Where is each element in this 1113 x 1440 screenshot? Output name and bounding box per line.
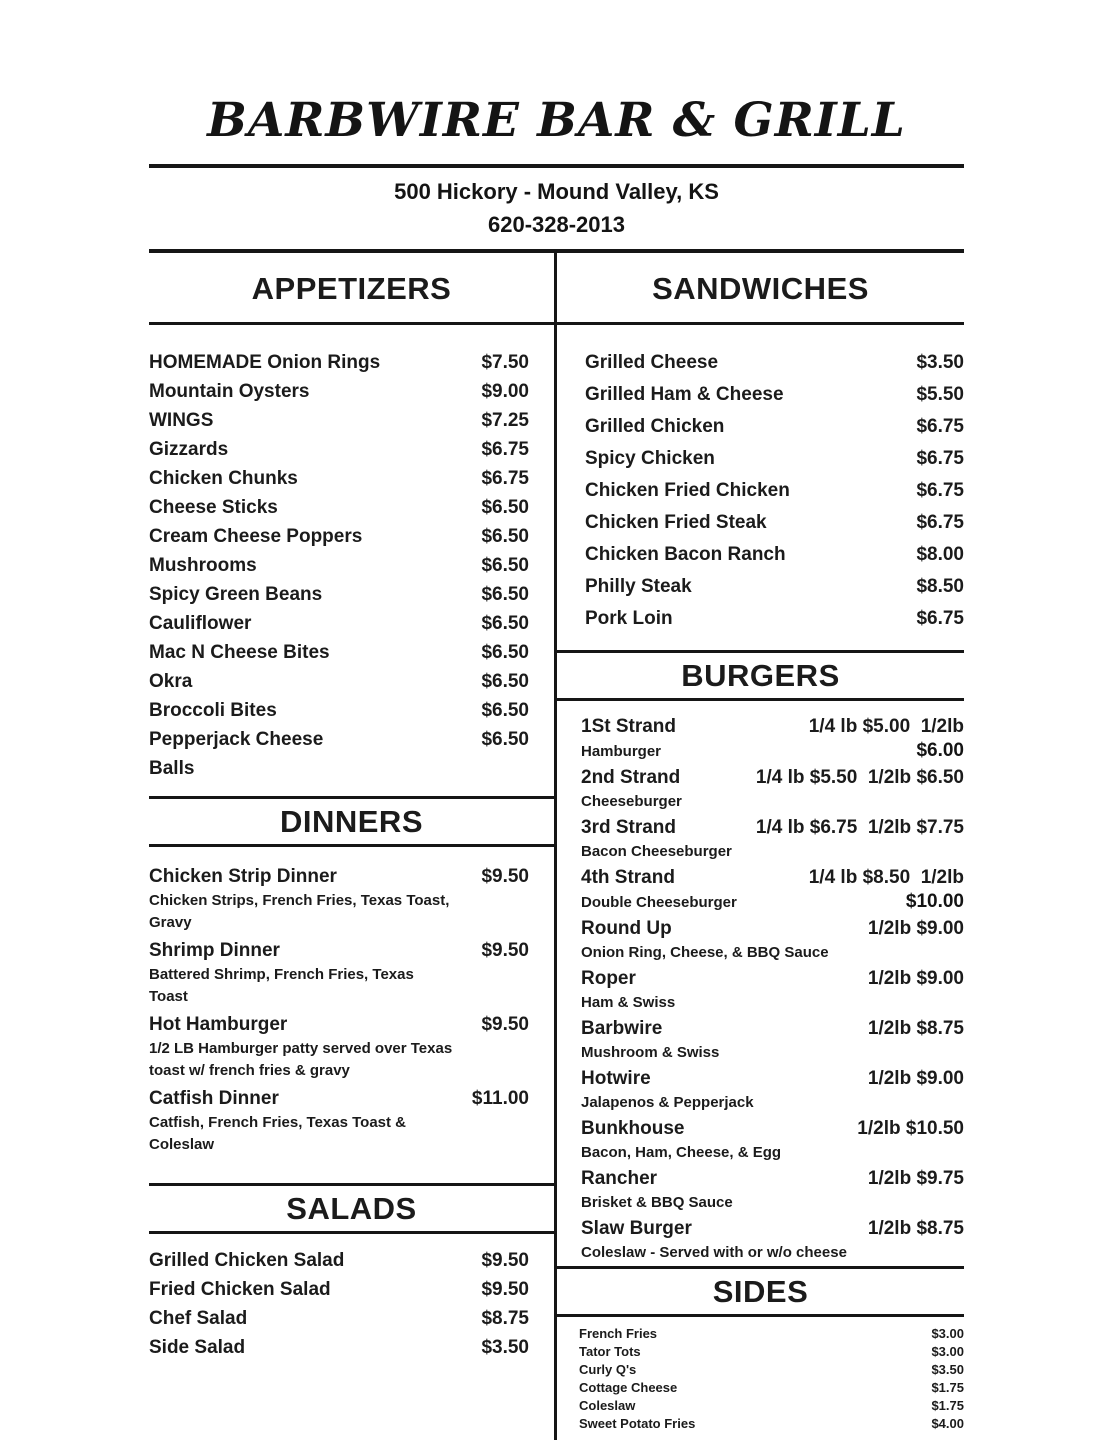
section-divider [149, 1231, 554, 1234]
section-divider [149, 1183, 554, 1186]
item-price: $6.50 [481, 642, 529, 664]
item-description: 1/2 LB Hamburger patty served over Texas toast w/ french fries & gravy [149, 1040, 453, 1080]
section-salads [149, 1183, 554, 1362]
section-divider [149, 844, 554, 847]
item-description: Jalapenos & Pepperjack [581, 1094, 754, 1112]
section-divider [557, 1266, 964, 1269]
restaurant-name: BARBWIRE BAR & GRILL [207, 93, 906, 148]
item-description: Battered Shrimp, French Fries, Texas Toast [149, 966, 414, 1006]
menu-item [557, 604, 964, 633]
menu-item [149, 1246, 554, 1275]
menu-item [149, 696, 554, 725]
item-price: $3.00 [931, 1344, 964, 1360]
menu-item [149, 638, 554, 667]
item-price: 1/2lb $8.75 [867, 1218, 964, 1240]
menu-item [557, 1343, 964, 1361]
item-name: Grilled Chicken [585, 416, 725, 438]
item-price: $3.50 [481, 1337, 529, 1359]
left-column [149, 253, 557, 1440]
item-price: 1/2lb $9.00 [867, 918, 964, 940]
item-description: Cheeseburger [581, 793, 682, 811]
menu-item [557, 966, 964, 1014]
menu-item [557, 916, 964, 964]
item-name: Chicken Strip Dinner [149, 866, 337, 888]
menu-item [557, 1325, 964, 1343]
section-title: APPETIZERS [251, 271, 452, 307]
menu-item [149, 937, 554, 1008]
menu-header [149, 0, 964, 253]
item-price: $6.50 [481, 497, 529, 519]
item-price: $6.50 [481, 555, 529, 577]
item-name: Bunkhouse [581, 1118, 685, 1140]
menu-item [149, 863, 554, 934]
restaurant-address: 500 Hickory - Mound Valley, KS [394, 179, 719, 205]
item-name: Tator Tots [579, 1344, 641, 1360]
item-price: 1/2lb $9.75 [867, 1168, 964, 1190]
item-name: Round Up [581, 918, 672, 940]
item-price: $9.50 [481, 866, 529, 888]
item-name: Gizzards [149, 439, 229, 461]
item-name: Chef Salad [149, 1308, 248, 1330]
item-price: 1/4 lb $8.50 1/2lb [808, 867, 964, 889]
item-price: $6.50 [481, 526, 529, 548]
item-price: 1/2lb $9.00 [867, 1068, 964, 1090]
item-name: Hotwire [581, 1068, 651, 1090]
section-title: BURGERS [681, 658, 840, 694]
menu-item [149, 493, 554, 522]
menu-item [557, 380, 964, 409]
item-price: $1.75 [931, 1398, 964, 1414]
menu-item [557, 1166, 964, 1214]
item-price: $9.50 [481, 1014, 529, 1036]
item-name: Curly Q's [579, 1362, 637, 1378]
item-description: Brisket & BBQ Sauce [581, 1194, 733, 1212]
item-description: Mushroom & Swiss [581, 1044, 720, 1062]
item-description: Bacon, Ham, Cheese, & Egg [581, 1144, 782, 1162]
item-name: Spicy Chicken [585, 448, 715, 470]
item-price: $6.50 [481, 613, 529, 635]
menu-item [557, 508, 964, 537]
section-appetizers [149, 270, 554, 783]
item-name: Grilled Cheese [585, 352, 719, 374]
menu-item [149, 1275, 554, 1304]
section-title: SIDES [712, 1274, 809, 1310]
item-description: Onion Ring, Cheese, & BBQ Sauce [581, 944, 829, 962]
item-name: Grilled Ham & Cheese [585, 384, 784, 406]
section-dinners [149, 796, 554, 1156]
menu-item [557, 1216, 964, 1264]
menu-item [557, 1415, 964, 1433]
menu-item [149, 551, 554, 580]
menu-columns [149, 253, 964, 1440]
item-price: 1/2lb $8.75 [867, 1018, 964, 1040]
menu-item [149, 435, 554, 464]
menu-item [557, 1397, 964, 1415]
section-divider [149, 796, 554, 799]
item-name: Cottage Cheese [579, 1380, 678, 1396]
item-price: $6.75 [916, 448, 964, 470]
item-name: Mountain Oysters [149, 381, 310, 403]
menu-item [557, 348, 964, 377]
item-name: HOMEMADE Onion Rings [149, 352, 381, 374]
item-price: $8.75 [481, 1308, 529, 1330]
item-name: Shrimp Dinner [149, 940, 280, 962]
section-burgers [557, 650, 964, 1264]
salads-list [149, 1246, 554, 1362]
menu-item [557, 1066, 964, 1114]
item-price: $6.50 [481, 700, 529, 722]
item-price: 1/4 lb $5.50 1/2lb $6.50 [755, 767, 964, 789]
item-name: Chicken Chunks [149, 468, 298, 490]
section-title: SANDWICHES [652, 271, 869, 307]
item-price: $8.50 [916, 576, 964, 598]
item-name: Barbwire [581, 1018, 663, 1040]
item-name: Hot Hamburger [149, 1014, 288, 1036]
appetizers-list [149, 348, 554, 783]
item-name: Grilled Chicken Salad [149, 1250, 345, 1272]
item-price: $4.00 [931, 1416, 964, 1432]
section-divider [557, 1314, 964, 1317]
item-name: 4th Strand [581, 867, 675, 889]
section-divider [557, 698, 964, 701]
item-name: Broccoli Bites [149, 700, 277, 722]
menu-item [149, 1011, 554, 1082]
section-sandwiches [557, 270, 964, 633]
item-description: Chicken Strips, French Fries, Texas Toast, Gravy [149, 892, 450, 932]
sandwiches-list [557, 348, 964, 633]
menu-item [557, 815, 964, 863]
item-name: Mac N Cheese Bites [149, 642, 330, 664]
menu-item [557, 1361, 964, 1379]
menu-item [149, 609, 554, 638]
item-name: Catfish Dinner [149, 1088, 279, 1110]
item-description: Ham & Swiss [581, 994, 676, 1012]
item-name: Fried Chicken Salad [149, 1279, 331, 1301]
menu-item [557, 1116, 964, 1164]
item-name: Coleslaw [579, 1398, 636, 1414]
item-name: Chicken Fried Steak [585, 512, 767, 534]
section-title: DINNERS [279, 804, 423, 840]
item-price: $6.50 [481, 729, 529, 751]
item-price-2: $10.00 [905, 891, 964, 913]
section-divider [149, 322, 554, 325]
menu-item [557, 540, 964, 569]
item-description: Bacon Cheeseburger [581, 843, 732, 861]
item-description: Double Cheeseburger [581, 894, 737, 912]
menu-item [149, 725, 554, 783]
header-divider-top [149, 164, 964, 168]
item-price: $6.75 [916, 480, 964, 502]
menu-item [557, 572, 964, 601]
burgers-list [557, 714, 964, 1264]
item-price-2: $6.00 [916, 740, 964, 762]
section-sides [557, 1266, 964, 1433]
item-price: $9.50 [481, 1250, 529, 1272]
item-name: Rancher [581, 1168, 658, 1190]
item-price: $7.50 [481, 352, 529, 374]
item-name: Chicken Fried Chicken [585, 480, 790, 502]
menu-item [149, 522, 554, 551]
sides-list [557, 1325, 964, 1433]
item-price: 1/4 lb $6.75 1/2lb $7.75 [755, 817, 964, 839]
menu-item [149, 348, 554, 377]
menu-item [149, 1085, 554, 1156]
item-name: Spicy Green Beans [149, 584, 323, 606]
menu-item [557, 412, 964, 441]
item-name: Philly Steak [585, 576, 692, 598]
item-price: $7.25 [481, 410, 529, 432]
menu-item [557, 1016, 964, 1064]
item-name: Pepperjack Cheese Balls [149, 729, 324, 780]
menu-item [149, 406, 554, 435]
right-column [557, 253, 964, 1440]
item-price: $6.75 [481, 439, 529, 461]
restaurant-phone: 620-328-2013 [487, 212, 625, 238]
menu-item [557, 865, 964, 914]
item-name: Mushrooms [149, 555, 257, 577]
item-price: $11.00 [471, 1088, 529, 1110]
item-name: French Fries [579, 1326, 658, 1342]
item-price: $9.00 [481, 381, 529, 403]
item-price: $6.75 [916, 608, 964, 630]
item-price: $9.50 [481, 940, 529, 962]
item-name: 1St Strand [581, 716, 677, 738]
item-price: 1/2lb $10.50 [857, 1118, 964, 1140]
section-divider [557, 322, 964, 325]
menu-item [149, 1304, 554, 1333]
item-name: Pork Loin [585, 608, 673, 630]
menu-item [149, 1333, 554, 1362]
item-description: Catfish, French Fries, Texas Toast & Coleslaw [149, 1114, 407, 1154]
item-name: Cauliflower [149, 613, 252, 635]
item-price: 1/4 lb $5.00 1/2lb [808, 716, 964, 738]
item-price: $9.50 [481, 1279, 529, 1301]
item-name: WINGS [149, 410, 214, 432]
menu-item [557, 714, 964, 763]
menu-item [557, 476, 964, 505]
menu-item [557, 444, 964, 473]
item-name: Cheese Sticks [149, 497, 278, 519]
item-price: $3.00 [931, 1326, 964, 1342]
item-price: $6.75 [916, 416, 964, 438]
item-name: Side Salad [149, 1337, 246, 1359]
section-title: SALADS [286, 1191, 417, 1227]
item-name: 2nd Strand [581, 767, 681, 789]
item-price: $3.50 [916, 352, 964, 374]
item-price: $6.50 [481, 584, 529, 606]
item-price: 1/2lb $9.00 [867, 968, 964, 990]
item-description: Coleslaw - Served with or w/o cheese [581, 1244, 847, 1262]
menu-item [149, 464, 554, 493]
menu-item [149, 580, 554, 609]
menu-item [149, 377, 554, 406]
item-name: Okra [149, 671, 193, 693]
item-price: $1.75 [931, 1380, 964, 1396]
section-divider [557, 650, 964, 653]
item-description: Hamburger [581, 743, 662, 761]
menu-item [149, 667, 554, 696]
item-name: Cream Cheese Poppers [149, 526, 363, 548]
dinners-list [149, 863, 554, 1156]
item-name: 3rd Strand [581, 817, 677, 839]
item-price: $8.00 [916, 544, 964, 566]
item-price: $6.50 [481, 671, 529, 693]
item-price: $3.50 [931, 1362, 964, 1378]
item-price: $6.75 [481, 468, 529, 490]
item-price: $5.50 [916, 384, 964, 406]
item-price: $6.75 [916, 512, 964, 534]
item-name: Chicken Bacon Ranch [585, 544, 786, 566]
menu-item [557, 1379, 964, 1397]
item-name: Slaw Burger [581, 1218, 692, 1240]
menu-item [557, 765, 964, 813]
item-name: Sweet Potato Fries [579, 1416, 696, 1432]
item-name: Roper [581, 968, 636, 990]
